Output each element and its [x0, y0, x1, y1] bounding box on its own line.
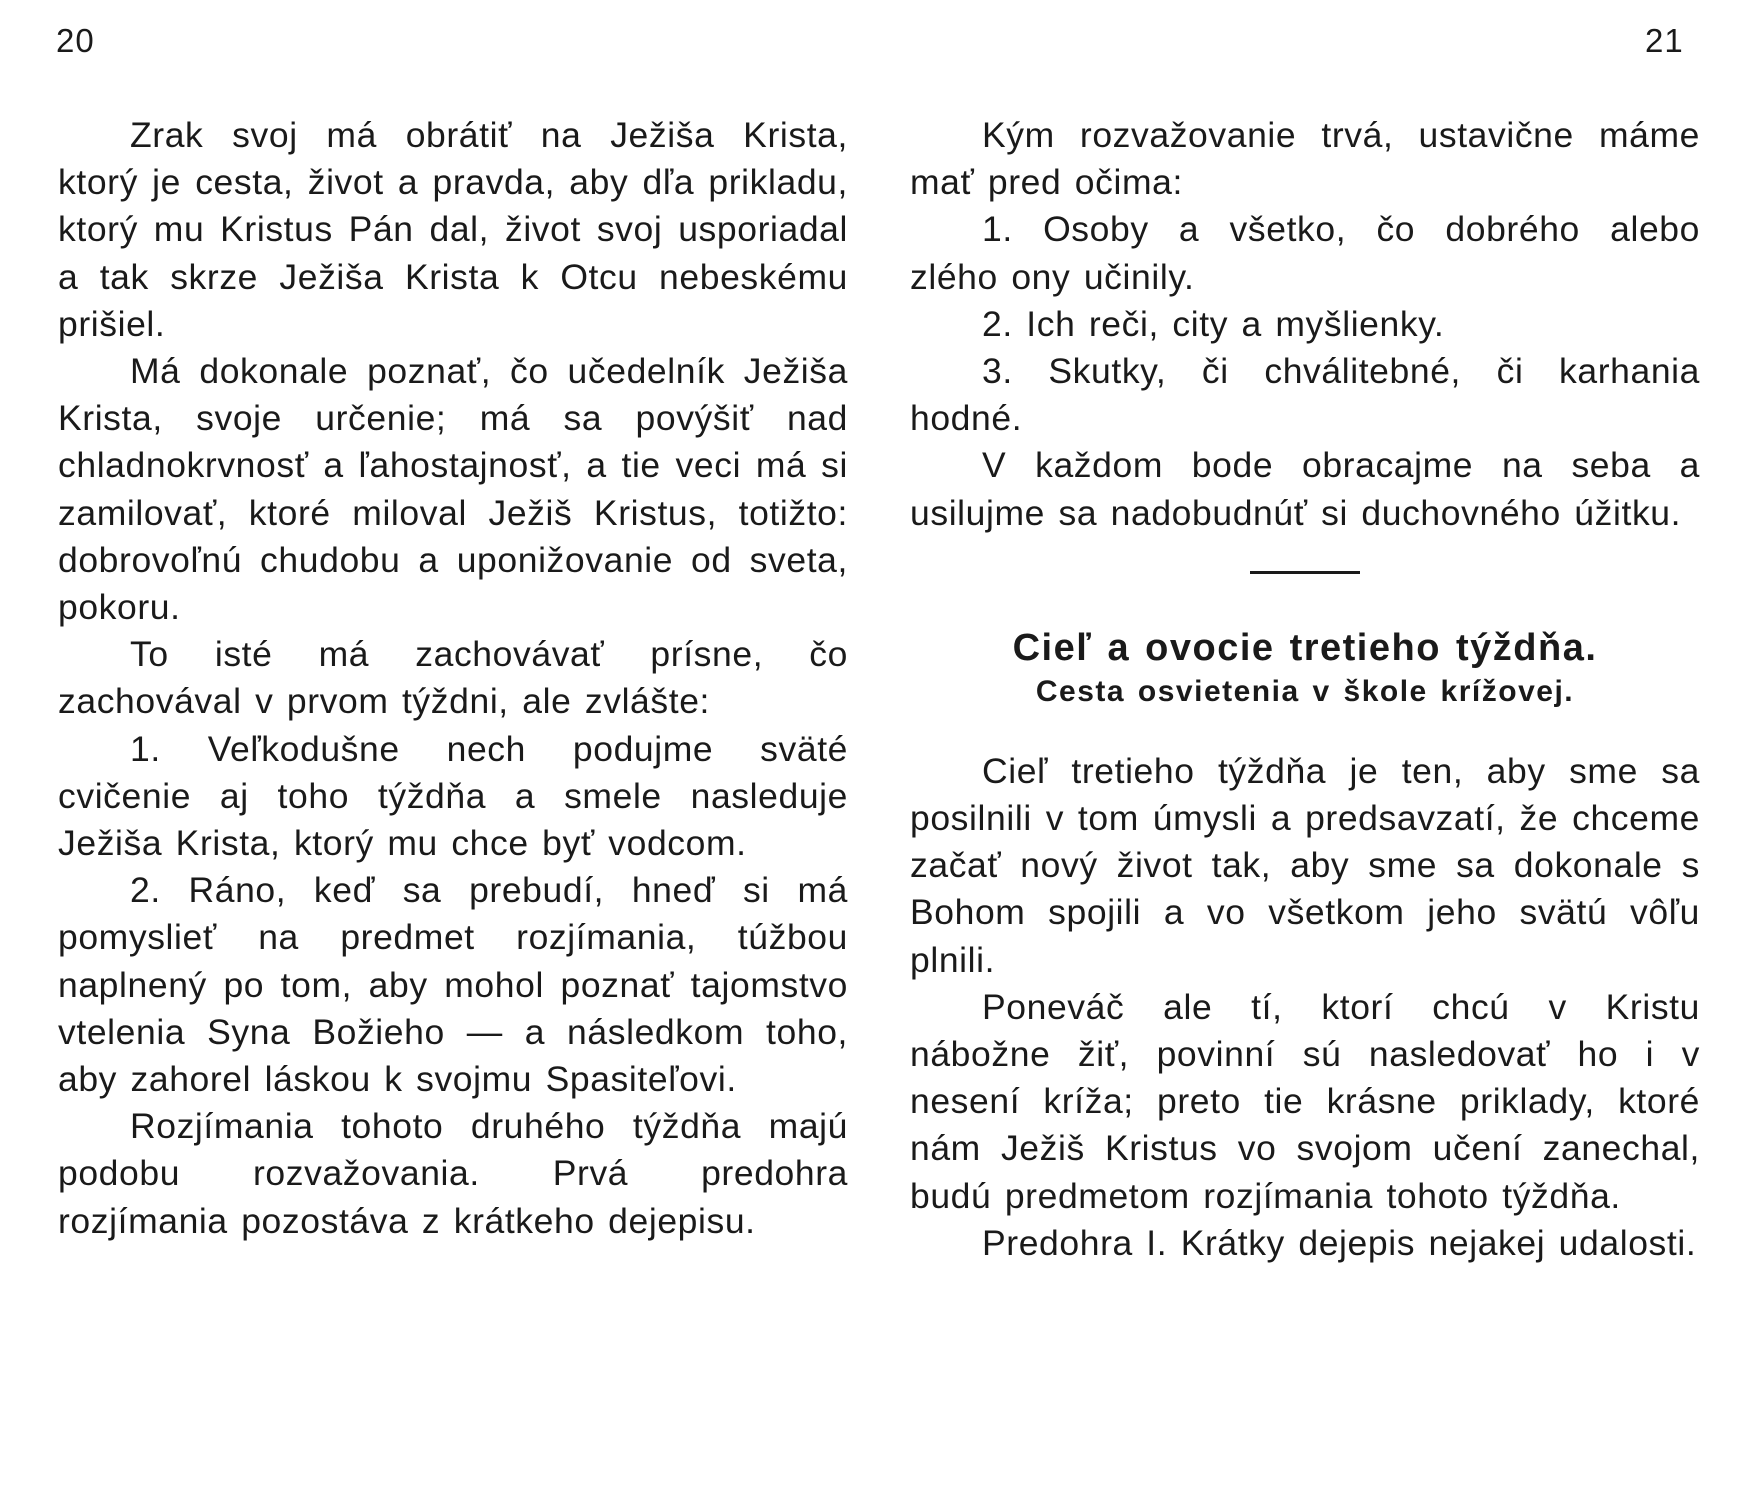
paragraph: Rozjímania tohoto druhého týždňa majú podobu rozvažovania. Prvá predohra rozjímania pozostáva z krátkeho dejepisu.: [58, 1106, 848, 1241]
page-number-left: 20: [56, 22, 95, 59]
paragraph: Zrak svoj má obrátiť na Ježiša Krista, ktorý je cesta, život a pravda, aby dľa prikladu, ktorý mu Kristus Pán dal, život svoj usporiadal a tak skrze Ježiša Krista k Otcu nebeskému prišiel.: [58, 115, 848, 344]
numbered-paragraph: 2. Ráno, keď sa prebudí, hneď si má pomyslieť na predmet rozjímania, túžbou naplnený po tom, aby mohol poznať tajomstvo vtelenia Syna Božieho — a následkom toho, aby zahorel láskou k svojmu Spasiteľovi.: [58, 870, 848, 1100]
left-page-column: [58, 112, 848, 1245]
numbered-paragraph: 1. Veľkodušne nech podujme sväté cvičenie aj toho týždňa a smele nasleduje Ježiša Krista, ktorý mu chce byť vodcom.: [58, 728, 848, 864]
paragraph: Kým rozvažovanie trvá, ustavične máme mať pred očima:: [910, 115, 1700, 203]
section-divider: [1250, 571, 1360, 574]
right-page-column: [910, 112, 1700, 1267]
paragraph: V každom bode obracajme na seba a usilujme sa nadobudnúť si duchovného úžitku.: [910, 445, 1700, 533]
paragraph: To isté má zachovávať prísne, čo zachovával v prvom týždni, ale zvlášte:: [58, 634, 848, 722]
paragraph: Predohra I. Krátky dejepis nejakej udalosti.: [982, 1222, 1697, 1263]
chapter-subtitle: Cesta osvietenia v škole krížovej.: [1035, 674, 1575, 708]
paragraph: Má dokonale poznať, čo učedelník Ježiša Krista, svoje určenie; má sa povýšiť nad chladnokrvnosť a ľahostajnosť, a tie veci má si zamilovať, ktoré miloval Ježiš Kristus, totižto: dobrovoľnú chudobu a uponižovanie od sveta, pokoru.: [58, 351, 848, 628]
paragraph: Poneváč ale tí, ktorí chcú v Kristu nábožne žiť, povinní sú nasledovať ho i v nesení kríža; preto tie krásne priklady, ktoré nám Ježiš Kristus vo svojom učení zanechal, budú predmetom rozjímania tohoto týždňa.: [910, 986, 1700, 1216]
page-number-right: 21: [1645, 22, 1684, 59]
paragraph: Cieľ tretieho týždňa je ten, aby sme sa posilnili v tom úmysli a predsavzatí, že chceme začať nový život tak, aby sme sa dokonale s Bohom spojili a vo všetkom jeho svätú vôľu plnili.: [910, 750, 1700, 980]
numbered-paragraph: 2. Ich reči, city a myšlienky.: [982, 303, 1445, 344]
numbered-paragraph: 1. Osoby a všetko, čo dobrého alebo zlého ony učinily.: [910, 209, 1700, 297]
chapter-title: Cieľ a ovocie tretieho týždňa.: [1012, 626, 1598, 669]
numbered-paragraph: 3. Skutky, či chválitebné, či karhania hodné.: [910, 351, 1700, 439]
